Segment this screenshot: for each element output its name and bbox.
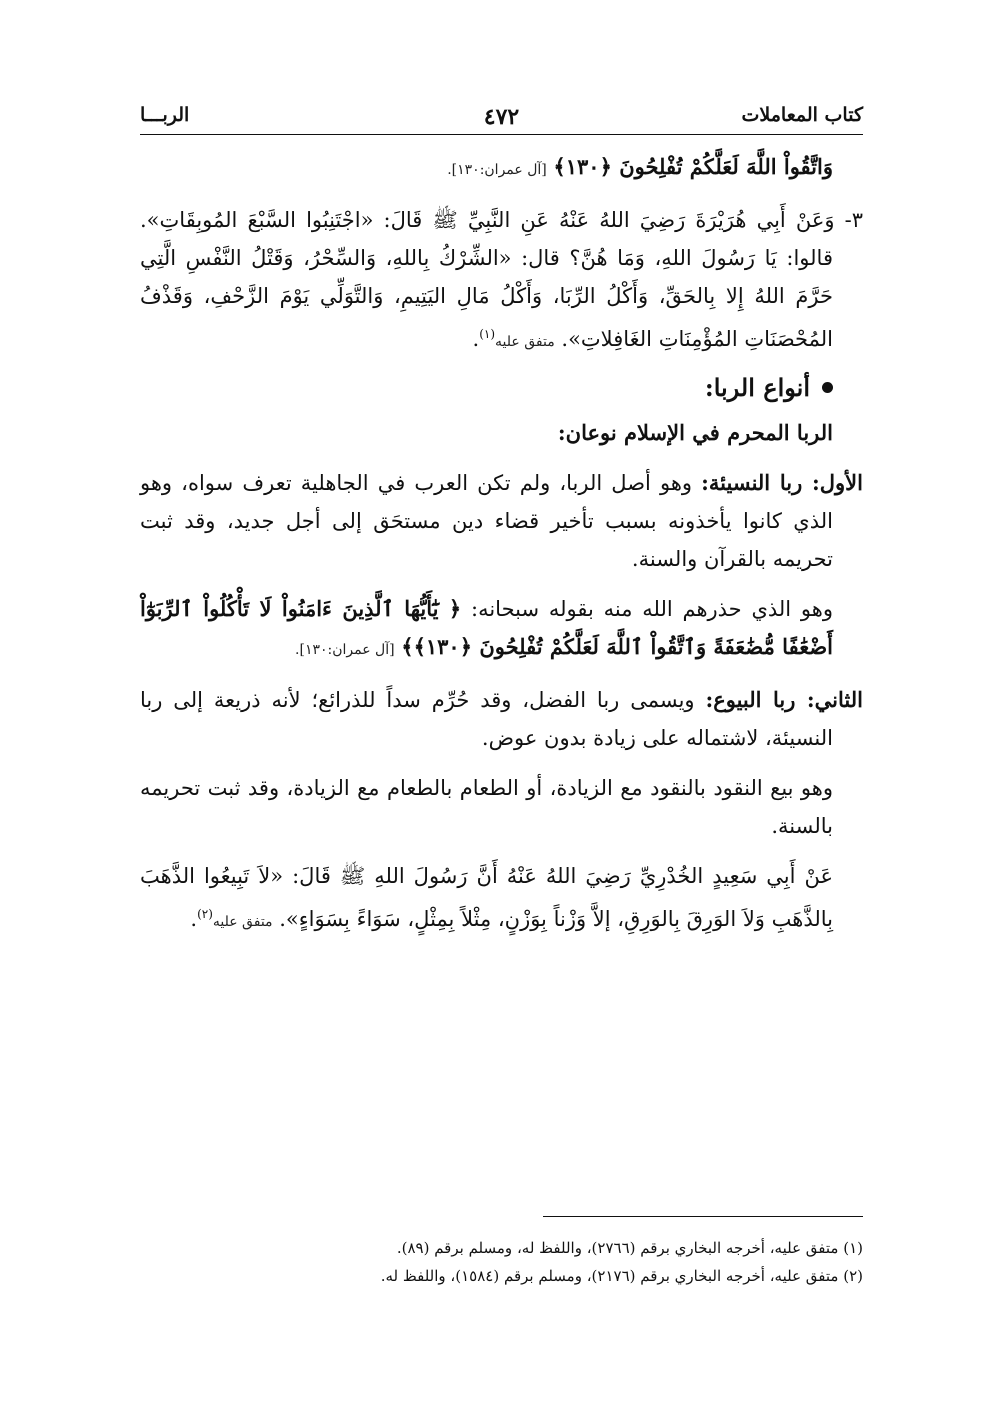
- riba-type-first-label: الأول: ربا النسيئة:: [701, 470, 863, 495]
- bullet-icon: [822, 382, 833, 393]
- riba-type-first-text: وهو أصل الربا، ولم تكن العرب في الجاهلية تعرف سواه، وهو الذي كانوا يأخذونه بسبب تأخير قضاء دين مستحَق إلى أجل جديد، وقد ثبت تحريمه بالقرآن والسنة.: [140, 471, 833, 571]
- section-intro: الربا المحرم في الإسلام نوعان:: [557, 420, 833, 445]
- page-body: [140, 148, 863, 941]
- book-title: كتاب المعاملات: [741, 104, 863, 126]
- section-heading: [140, 373, 863, 402]
- riba-type-first: [140, 464, 863, 578]
- footnote-marker-1: (١): [479, 327, 496, 341]
- verse-text: وَاتَّقُواْ اللَّهَ لَعَلَّكُمْ تُفْلِحُونَ ﴿١٣٠﴾: [553, 154, 833, 179]
- riba-type-second-text: ويسمى ربا الفضل، وقد حُرِّم سداً للذرائع؛ لأنه ذريعة إلى ربا النسيئة، لاشتماله على زيادة بدون عوض.: [140, 688, 833, 750]
- verse-text-2: ﴿ يَٰٓأَيُّهَا ٱلَّذِينَ ءَامَنُواْ لَا تَأْكُلُواْ ٱلرِّبَوٰٓاْ أَضْعَٰفًا مُّضَٰعَفَةً وَٱتَّقُواْ ٱللَّهَ لَعَلَّكُمْ تُفْلِحُونَ ﴿١٣٠﴾﴾: [140, 596, 833, 659]
- footnote-marker-2: (٢): [197, 907, 213, 921]
- footnote-1: (١) متفق عليه، أخرجه البخاري برقم (٢٧٦٦)، واللفظ له، ومسلم برقم (٨٩).: [396, 1239, 863, 1257]
- footnotes: [140, 1234, 863, 1290]
- riba-type-second-description: وهو بيع النقود بالنقود مع الزيادة، أو الطعام بالطعام مع الزيادة، وقد ثبت تحريمه بالسنة.: [140, 776, 833, 838]
- verse-reference: [آل عمران:١٣٠].: [447, 162, 547, 178]
- hadith-khudri-source: متفق عليه: [212, 914, 273, 930]
- section-heading-text: أنواع الربا:: [704, 373, 810, 402]
- hadith-3-text: قالوا: يَا رَسُولَ اللهِ، وَمَا هُنَّ؟ قال: «الشِّرْكُ بِاللهِ، وَالسِّحْرُ، وَقَتْلُ النَّفْسِ الَّتِي حَرَّمَ اللهُ إِلا بِالحَقِّ، وَأَكْلُ الرِّبَا، وَأَكْلُ مَالِ اليَتِيمِ، وَالتَّوَلِّي يَوْمَ الزَّحْفِ، وَقَذْفُ المُحْصَنَاتِ المُؤْمِنَاتِ الغَافِلاتِ».: [140, 246, 833, 351]
- verse-lead: وهو الذي حذرهم الله منه بقوله سبحانه:: [471, 597, 833, 621]
- hadith-khudri-text: عَنْ أَبِي سَعِيدٍ الخُدْرِيِّ رَضِيَ اللهُ عَنْهُ أَنَّ رَسُولَ اللهِ ﷺ قَالَ: «لاَ تَبِيعُوا الذَّهَبَ بِالذَّهَبِ وَلاَ الوَرِقَ بِالوَرِقِ، إلاَّ وَزْناً بِوَزْنٍ، مِثْلاً بِمِثْلٍ، سَوَاءً بِسَوَاءٍ».: [140, 864, 833, 931]
- verse-continuation: [140, 148, 863, 189]
- hadith-3: [140, 201, 863, 361]
- hadith-3-lead: ٣- وَعَنْ أَبِي هُرَيْرَةَ رَضِيَ اللهُ عَنْهُ عَنِ النَّبِيِّ ﷺ قَالَ: «اجْتَنِبُوا السَّبْعَ المُوبِقَاتِ».: [140, 208, 863, 232]
- hadith-khudri: [140, 857, 863, 941]
- riba-type-first-verse: [140, 590, 863, 669]
- page-number: ٤٧٢: [483, 104, 520, 130]
- chapter-title: الربـــا: [140, 104, 190, 126]
- hadith-3-end: .: [472, 327, 480, 351]
- riba-type-second-label: الثاني: ربا البيوع:: [705, 687, 863, 712]
- footnote-divider: [543, 1216, 863, 1217]
- hadith-3-source: متفق عليه: [495, 334, 555, 350]
- running-header: [140, 100, 863, 135]
- riba-type-second: [140, 681, 863, 757]
- verse-reference-2: [آل عمران:١٣٠].: [295, 642, 395, 658]
- footnote-2: (٢) متفق عليه، أخرجه البخاري برقم (٢١٧٦)، ومسلم برقم (١٥٨٤)، واللفظ له.: [380, 1267, 863, 1285]
- hadith-khudri-end: .: [190, 907, 198, 931]
